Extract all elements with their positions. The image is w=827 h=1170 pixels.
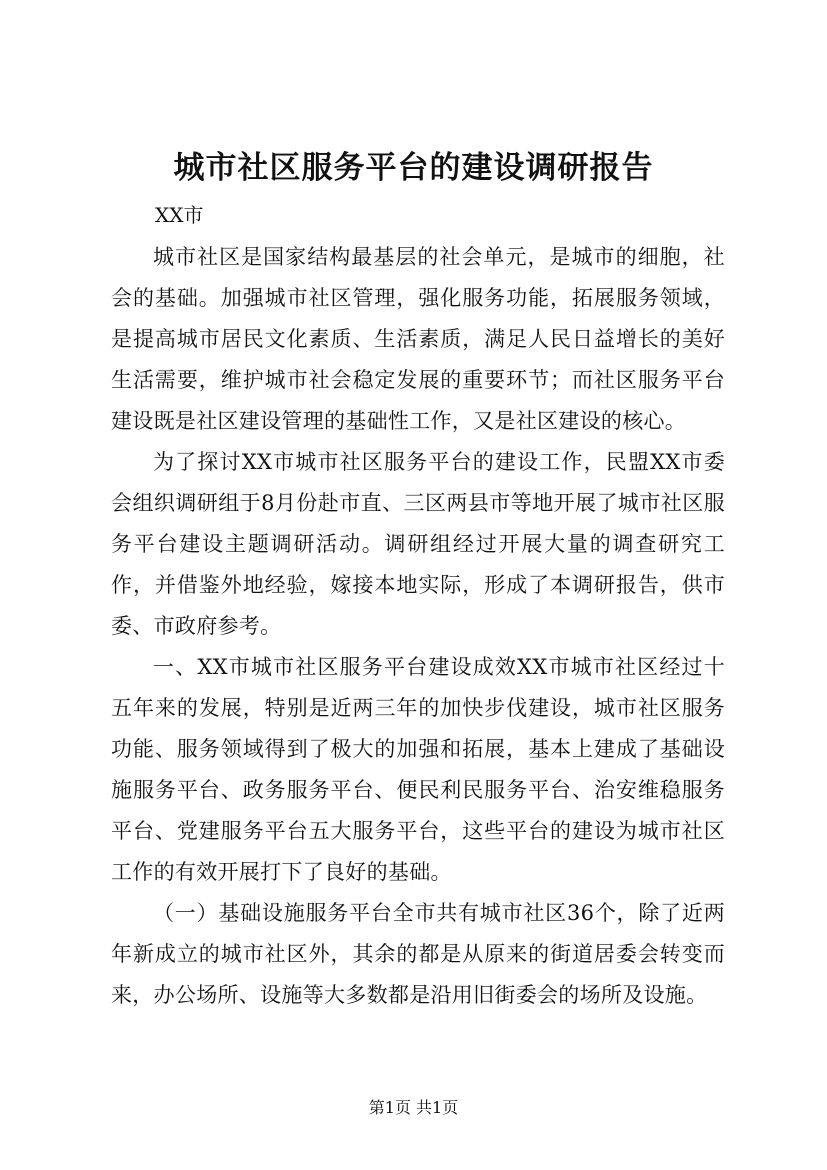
document-author: XX市: [155, 203, 204, 227]
document-title: 城市社区服务平台的建设调研报告: [173, 150, 654, 186]
paragraph-intro: 城市社区是国家结构最基层的社会单元，是城市的细胞，社会的基础。加强城市社区管理，强化服务功能，拓展服务领域，是提高城市居民文化素质、生活素质，满足人民日益增长的美好生活需要，维护城市社会稳定发展的重要环节；而社区服务平台建设既是社区建设管理的基础性工作，又是社区建设的核心。: [111, 245, 725, 433]
paragraph-subsection-one: （一）基础设施服务平台全市共有城市社区36个，除了近两年新成立的城市社区外，其余的都是从原来的街道居委会转变而来，办公场所、设施等大多数都是沿用旧街委会的场所及设施。: [111, 901, 725, 1007]
paragraph-section-one: 一、XX市城市社区服务平台建设成效XX市城市社区经过十五年来的发展，特别是近两三年的加快步伐建设，城市社区服务功能、服务领域得到了极大的加强和拓展，基本上建成了基础设施服务平台、政务服务平台、便民利民服务平台、治安维稳服务平台、党建服务平台五大服务平台，这些平台的建设为城市社区工作的有效开展打下了良好的基础。: [111, 655, 725, 884]
page-footer: 第1页 共1页: [368, 1098, 459, 1117]
document-body: [111, 237, 725, 1016]
paragraph-purpose: 为了探讨XX市城市社区服务平台的建设工作，民盟XX市委会组织调研组于8月份赴市直、三区两县市等地开展了城市社区服务平台建设主题调研活动。调研组经过开展大量的调查研究工作，并借鉴外地经验，嫁接本地实际，形成了本调研报告，供市委、市政府参考。: [111, 450, 725, 638]
